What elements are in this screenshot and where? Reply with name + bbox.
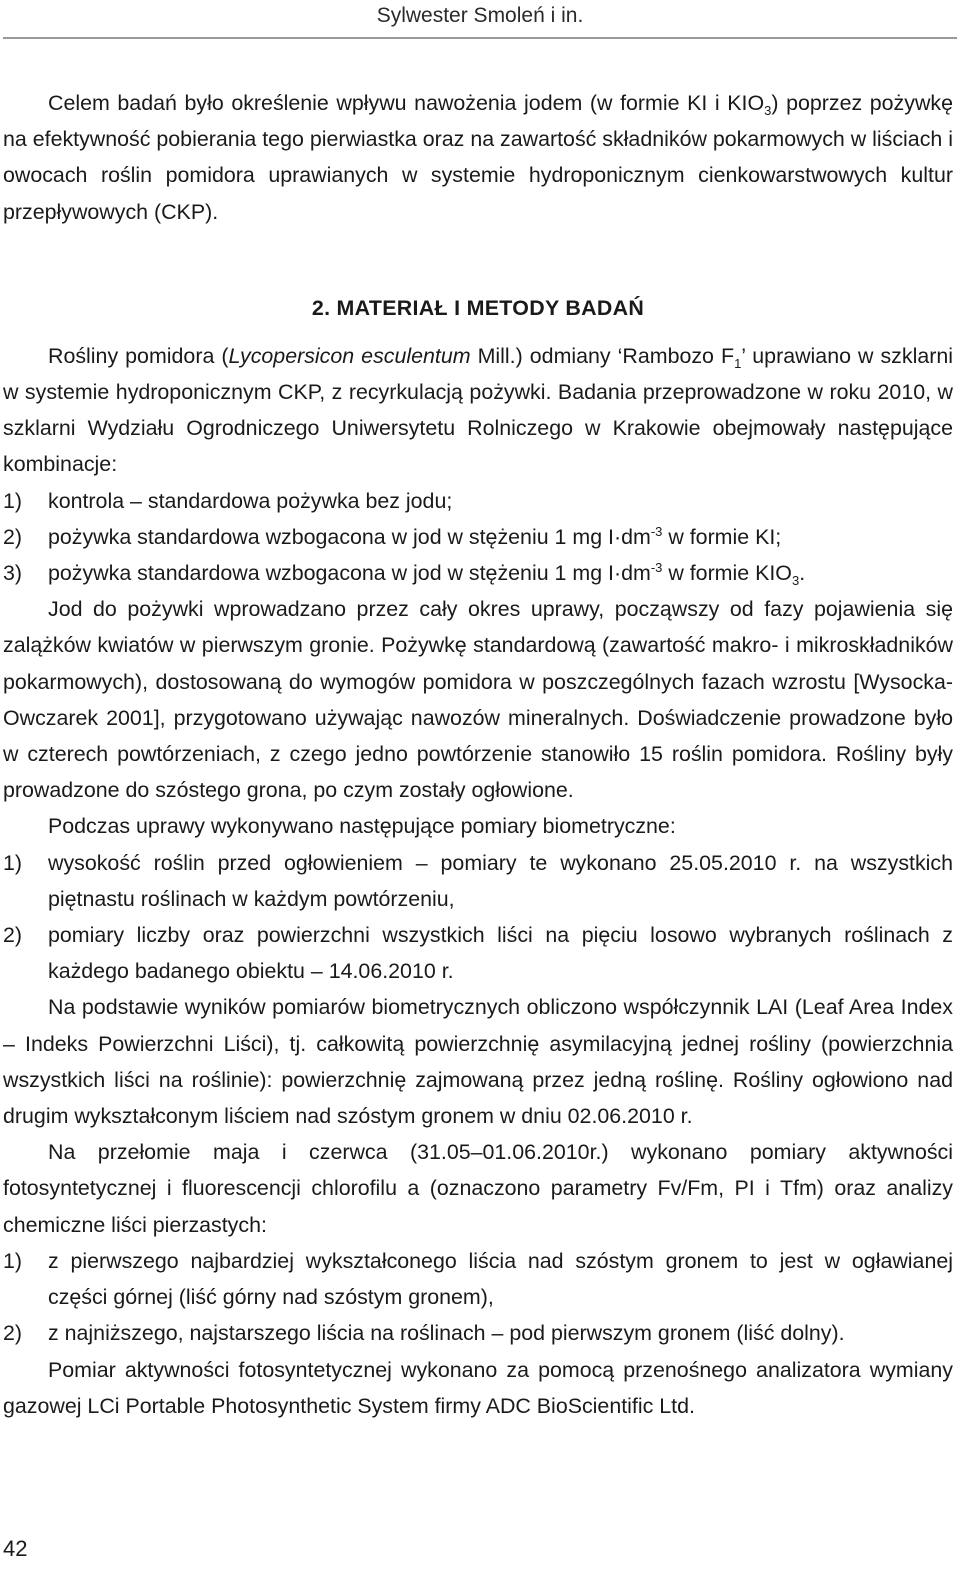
list-item: 3) pożywka standardowa wzbogacona w jod w stężeniu 1 mg $I\cdot dm^{-3}$ w formie $KIO_3$. <box>3 560 806 589</box>
page-body <box>3 85 953 1424</box>
list-item: 1) kontrola – standardowa pożywka bez jodu; <box>3 488 453 513</box>
list-item: 1) z pierwszego najbardziej wykształconego liścia nad szóstym gronem to jest w ogławianej części górnej (liść górny nad szóstym gronem), <box>3 1248 953 1310</box>
body-paragraph: Na przełomie maja i czerwca (31.05–01.06.2010r.) wykonano pomiary aktywności fotosyntetycznej i fluorescencji chlorofilu a (oznaczono parametry Fv/Fm, PI i Tfm) oraz analizy chemiczne liści pierzastych: <box>3 1140 953 1237</box>
methods-paragraph: Rośliny pomidora (Lycopersicon esculentum Mill.) odmiany ‘Rambozo $F_1$’ uprawiano w szklarni w systemie hydroponicznym CKP, z recyrkulacją pożywki. Badania przeprowadzone w roku 2010, w szklarni Wydziału Ogrodniczego Uniwersytetu Rolniczego w Krakowie obejmowały następujące kombinacje: <box>3 343 953 477</box>
page-number: 42 <box>3 1536 28 1561</box>
species-name: Lycopersicon esculentum <box>228 343 471 368</box>
list-item: 2) pomiary liczby oraz powierzchni wszystkich liści na pięciu losowo wybranych roślinach z każdego badanego obiektu – 14.06.2010 r. <box>3 923 953 984</box>
body-paragraph: Jod do pożywki wprowadzano przez cały okres uprawy, począwszy od fazy pojawienia się zalążków kwiatów w pierwszym gronie. Pożywkę standardową (zawartość makro- i mikroskładników pokarmowych), dostosowaną do wymogów pomidora w poszczególnych fazach wzrostu [Wysocka-Owczarek 2001], przygotowano używając nawozów mineralnych. Doświadczenie prowadzone było w czterech powtórzeniach, z czego jedno powtórzenie stanowiło 15 roślin pomidora. Rośliny były prowadzone do szóstego grona, po czym zostały ogłowione. <box>3 597 953 803</box>
list-item: 2) pożywka standardowa wzbogacona w jod w stężeniu 1 mg $I\cdot dm^{-3}$ w formie KI; <box>3 523 782 549</box>
list-item: 1) wysokość roślin przed ogłowieniem – pomiary te wykonano 25.05.2010 r. na wszystkich piętnastu roślinach w każdym powtórzeniu, <box>3 850 953 911</box>
body-paragraph: Podczas uprawy wykonywano następujące pomiary biometryczne: <box>48 814 676 839</box>
body-paragraph: Na podstawie wyników pomiarów biometrycznych obliczono współczynnik LAI (Leaf Area Index – Indeks Powierzchni Liści), tj. całkowitą powierzchnię asymilacyjną jednej rośliny (powierzchnia wszystkich liści na roślinie): powierzchnię zajmowaną przez jedną roślinę. Rośliny ogłowiono nad drugim wykształconym liściem nad szóstym gronem w dniu 02.06.2010 r. <box>3 995 953 1129</box>
running-header: Sylwester Smoleń i in. <box>376 4 584 27</box>
header-divider <box>3 37 957 39</box>
body-paragraph: Pomiar aktywności fotosyntetycznej wykonano za pomocą przenośnego analizatora wymiany gazowej LCi Portable Photosynthetic System firmy ADC BioScientific Ltd. <box>3 1357 953 1418</box>
list-item: 2) z najniższego, najstarszego liścia na roślinach – pod pierwszym gronem (liść dolny). <box>3 1321 845 1346</box>
intro-paragraph: Celem badań było określenie wpływu nawożenia jodem (w formie KI i $KIO_3$) poprzez pożywkę na efektywność pobierania tego pierwiastka oraz na zawartość składników pokarmowych w liściach i owocach roślin pomidora uprawianych w systemie hydroponicznym cienkowarstwowych kultur przepływowych (CKP). <box>3 91 953 224</box>
section-heading: 2. MATERIAŁ I METODY BADAŃ <box>311 295 645 320</box>
